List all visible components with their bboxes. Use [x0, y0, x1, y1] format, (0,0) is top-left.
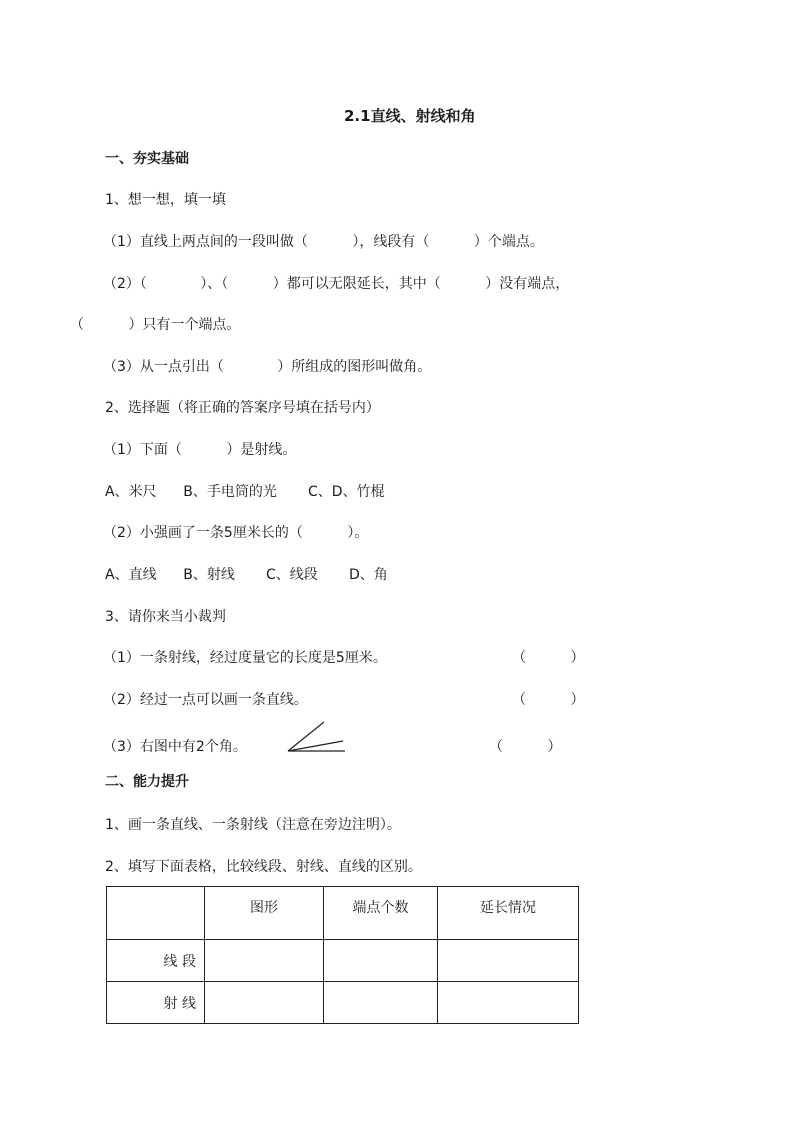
q1-line-2: （2）（ ）、（ ）都可以无限延长，其中（ ）没有端点，: [103, 276, 570, 292]
ray-upper: [288, 722, 324, 751]
q3-prompt: 3、请你来当小裁判: [105, 609, 226, 625]
table-cell[interactable]: [205, 940, 324, 982]
judge-3-answer[interactable]: （ ）: [489, 739, 562, 755]
judge-1: （1）一条射线，经过度量它的长度是5厘米。: [103, 650, 387, 666]
q1-line-4: （3）从一点引出（ ）所组成的图形叫做角。: [103, 359, 432, 375]
table-cell[interactable]: [324, 940, 438, 982]
q1-line-1: （1）直线上两点间的一段叫做（ ），线段有（ ）个端点。: [103, 234, 544, 250]
comparison-table: [106, 886, 579, 1024]
table-cell[interactable]: [438, 940, 579, 982]
q1-prompt: 1、想一想，填一填: [105, 192, 226, 208]
judge-2-answer[interactable]: （ ）: [512, 692, 585, 708]
judge-3: （3）右图中有2个角。: [103, 739, 247, 755]
table-cell[interactable]: [438, 982, 579, 1024]
q2-sub-2: （2）小强画了一条5厘米长的（ ）。: [103, 525, 369, 541]
angle-figure: [283, 716, 349, 756]
table-header-cell: [107, 887, 205, 940]
judge-1-answer[interactable]: （ ）: [512, 650, 585, 666]
table-cell[interactable]: [324, 982, 438, 1024]
table-cell[interactable]: [205, 982, 324, 1024]
table-row: [107, 982, 579, 1024]
table-header-cell: 图形: [205, 887, 324, 940]
q2-sub-2-options: A、直线 B、射线 C、线段 D、角: [105, 567, 388, 583]
section2-heading: 二、能力提升: [105, 774, 189, 790]
q2-prompt: 2、选择题（将正确的答案序号填在括号内）: [105, 400, 380, 416]
table-header-cell: 端点个数: [324, 887, 438, 940]
q2-sub-1-options: A、米尺 B、手电筒的光 C、D、竹棍: [105, 484, 385, 500]
table-row-label: 射 线: [107, 982, 205, 1024]
page-title: 2.1直线、射线和角: [344, 107, 476, 125]
judge-2: （2）经过一点可以画一条直线。: [103, 692, 308, 708]
section1-heading: 一、夯实基础: [105, 151, 189, 167]
s2-q2: 2、填写下面表格，比较线段、射线、直线的区别。: [105, 859, 422, 875]
q2-sub-1: （1）下面（ ）是射线。: [103, 442, 297, 458]
s2-q1: 1、画一条直线、一条射线（注意在旁边注明）。: [105, 817, 401, 833]
table-row-label: 线 段: [107, 940, 205, 982]
ray-middle: [288, 741, 343, 751]
q1-line-3: （ ）只有一个端点。: [70, 317, 241, 333]
table-row: [107, 940, 579, 982]
table-header-row: [107, 887, 579, 940]
table-header-cell: 延长情况: [438, 887, 579, 940]
